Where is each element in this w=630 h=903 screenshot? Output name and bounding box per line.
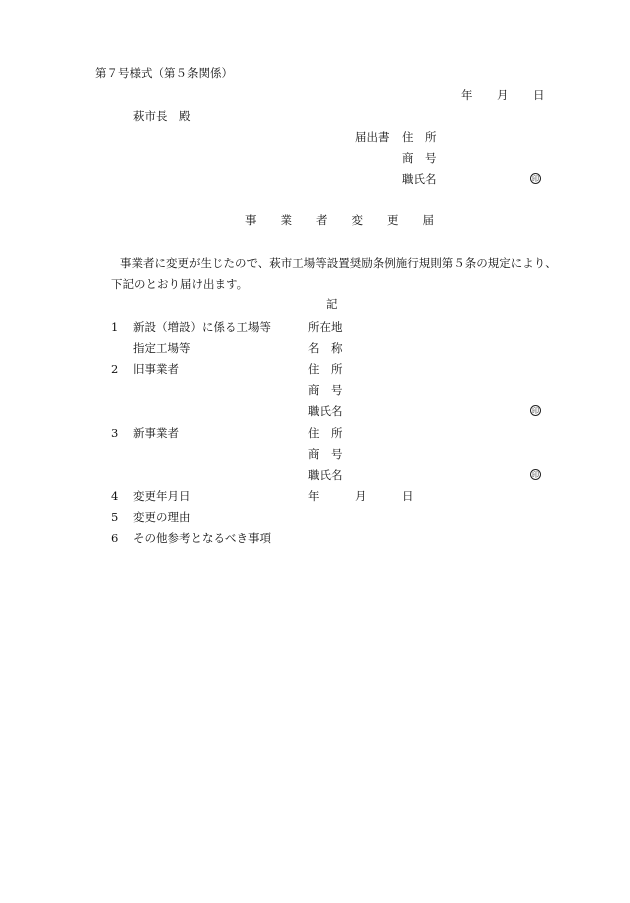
addressee: 萩市長 殿: [133, 109, 191, 123]
item-4-number: 4: [111, 489, 119, 503]
item-3-field-address: 住 所: [308, 426, 343, 440]
item-4-date-year: 年: [308, 489, 320, 503]
notifier-address-label: 住 所: [402, 130, 437, 144]
item-2-label: 旧事業者: [133, 362, 179, 376]
document-title: 事業者変更届: [245, 213, 458, 227]
body-text-line-1: 事業者に変更が生じたので、萩市工場等設置奨励条例施行規則第５条の規定により、: [120, 256, 557, 270]
item-2-field-address: 住 所: [308, 362, 343, 376]
item-3-field-trade-name: 商 号: [308, 447, 343, 461]
item-4-date-month: 月: [355, 489, 367, 503]
item-2-seal-mark: 印: [532, 407, 539, 415]
item-3-seal-mark: 印: [532, 471, 539, 479]
item-2-number: 2: [111, 362, 119, 376]
item-5-number: 5: [111, 510, 119, 524]
item-5-label: 変更の理由: [133, 510, 191, 524]
item-6-number: 6: [111, 531, 119, 545]
date-year-label: 年: [461, 88, 473, 102]
item-2-field-trade-name: 商 号: [308, 383, 343, 397]
item-1-field-location: 所在地: [308, 320, 343, 334]
item-1-field-name: 名 称: [308, 341, 343, 355]
item-3-label: 新事業者: [133, 426, 179, 440]
item-1-label: 新設（増設）に係る工場等: [133, 320, 271, 334]
item-3-number: 3: [111, 426, 119, 440]
item-1-sub-label: 指定工場等: [133, 341, 191, 355]
item-3-field-title-name: 職氏名: [308, 468, 343, 482]
item-1-number: 1: [111, 320, 119, 334]
item-2-field-title-name: 職氏名: [308, 404, 343, 418]
item-4-label: 変更年月日: [133, 489, 191, 503]
notifier-label: 届出書: [355, 130, 390, 144]
item-6-label: その他参考となるべき事項: [133, 531, 271, 545]
notifier-title-name-label: 職氏名: [402, 172, 437, 186]
item-4-date-day: 日: [402, 489, 414, 503]
notifier-seal-mark: 印: [532, 175, 539, 183]
form-number: 第７号様式（第５条関係）: [95, 66, 233, 80]
ki-heading: 記: [326, 297, 338, 311]
date-month-label: 月: [497, 88, 509, 102]
notifier-trade-name-label: 商 号: [402, 151, 437, 165]
date-day-label: 日: [533, 88, 545, 102]
body-text-line-2: 下記のとおり届け出ます。: [111, 277, 249, 291]
